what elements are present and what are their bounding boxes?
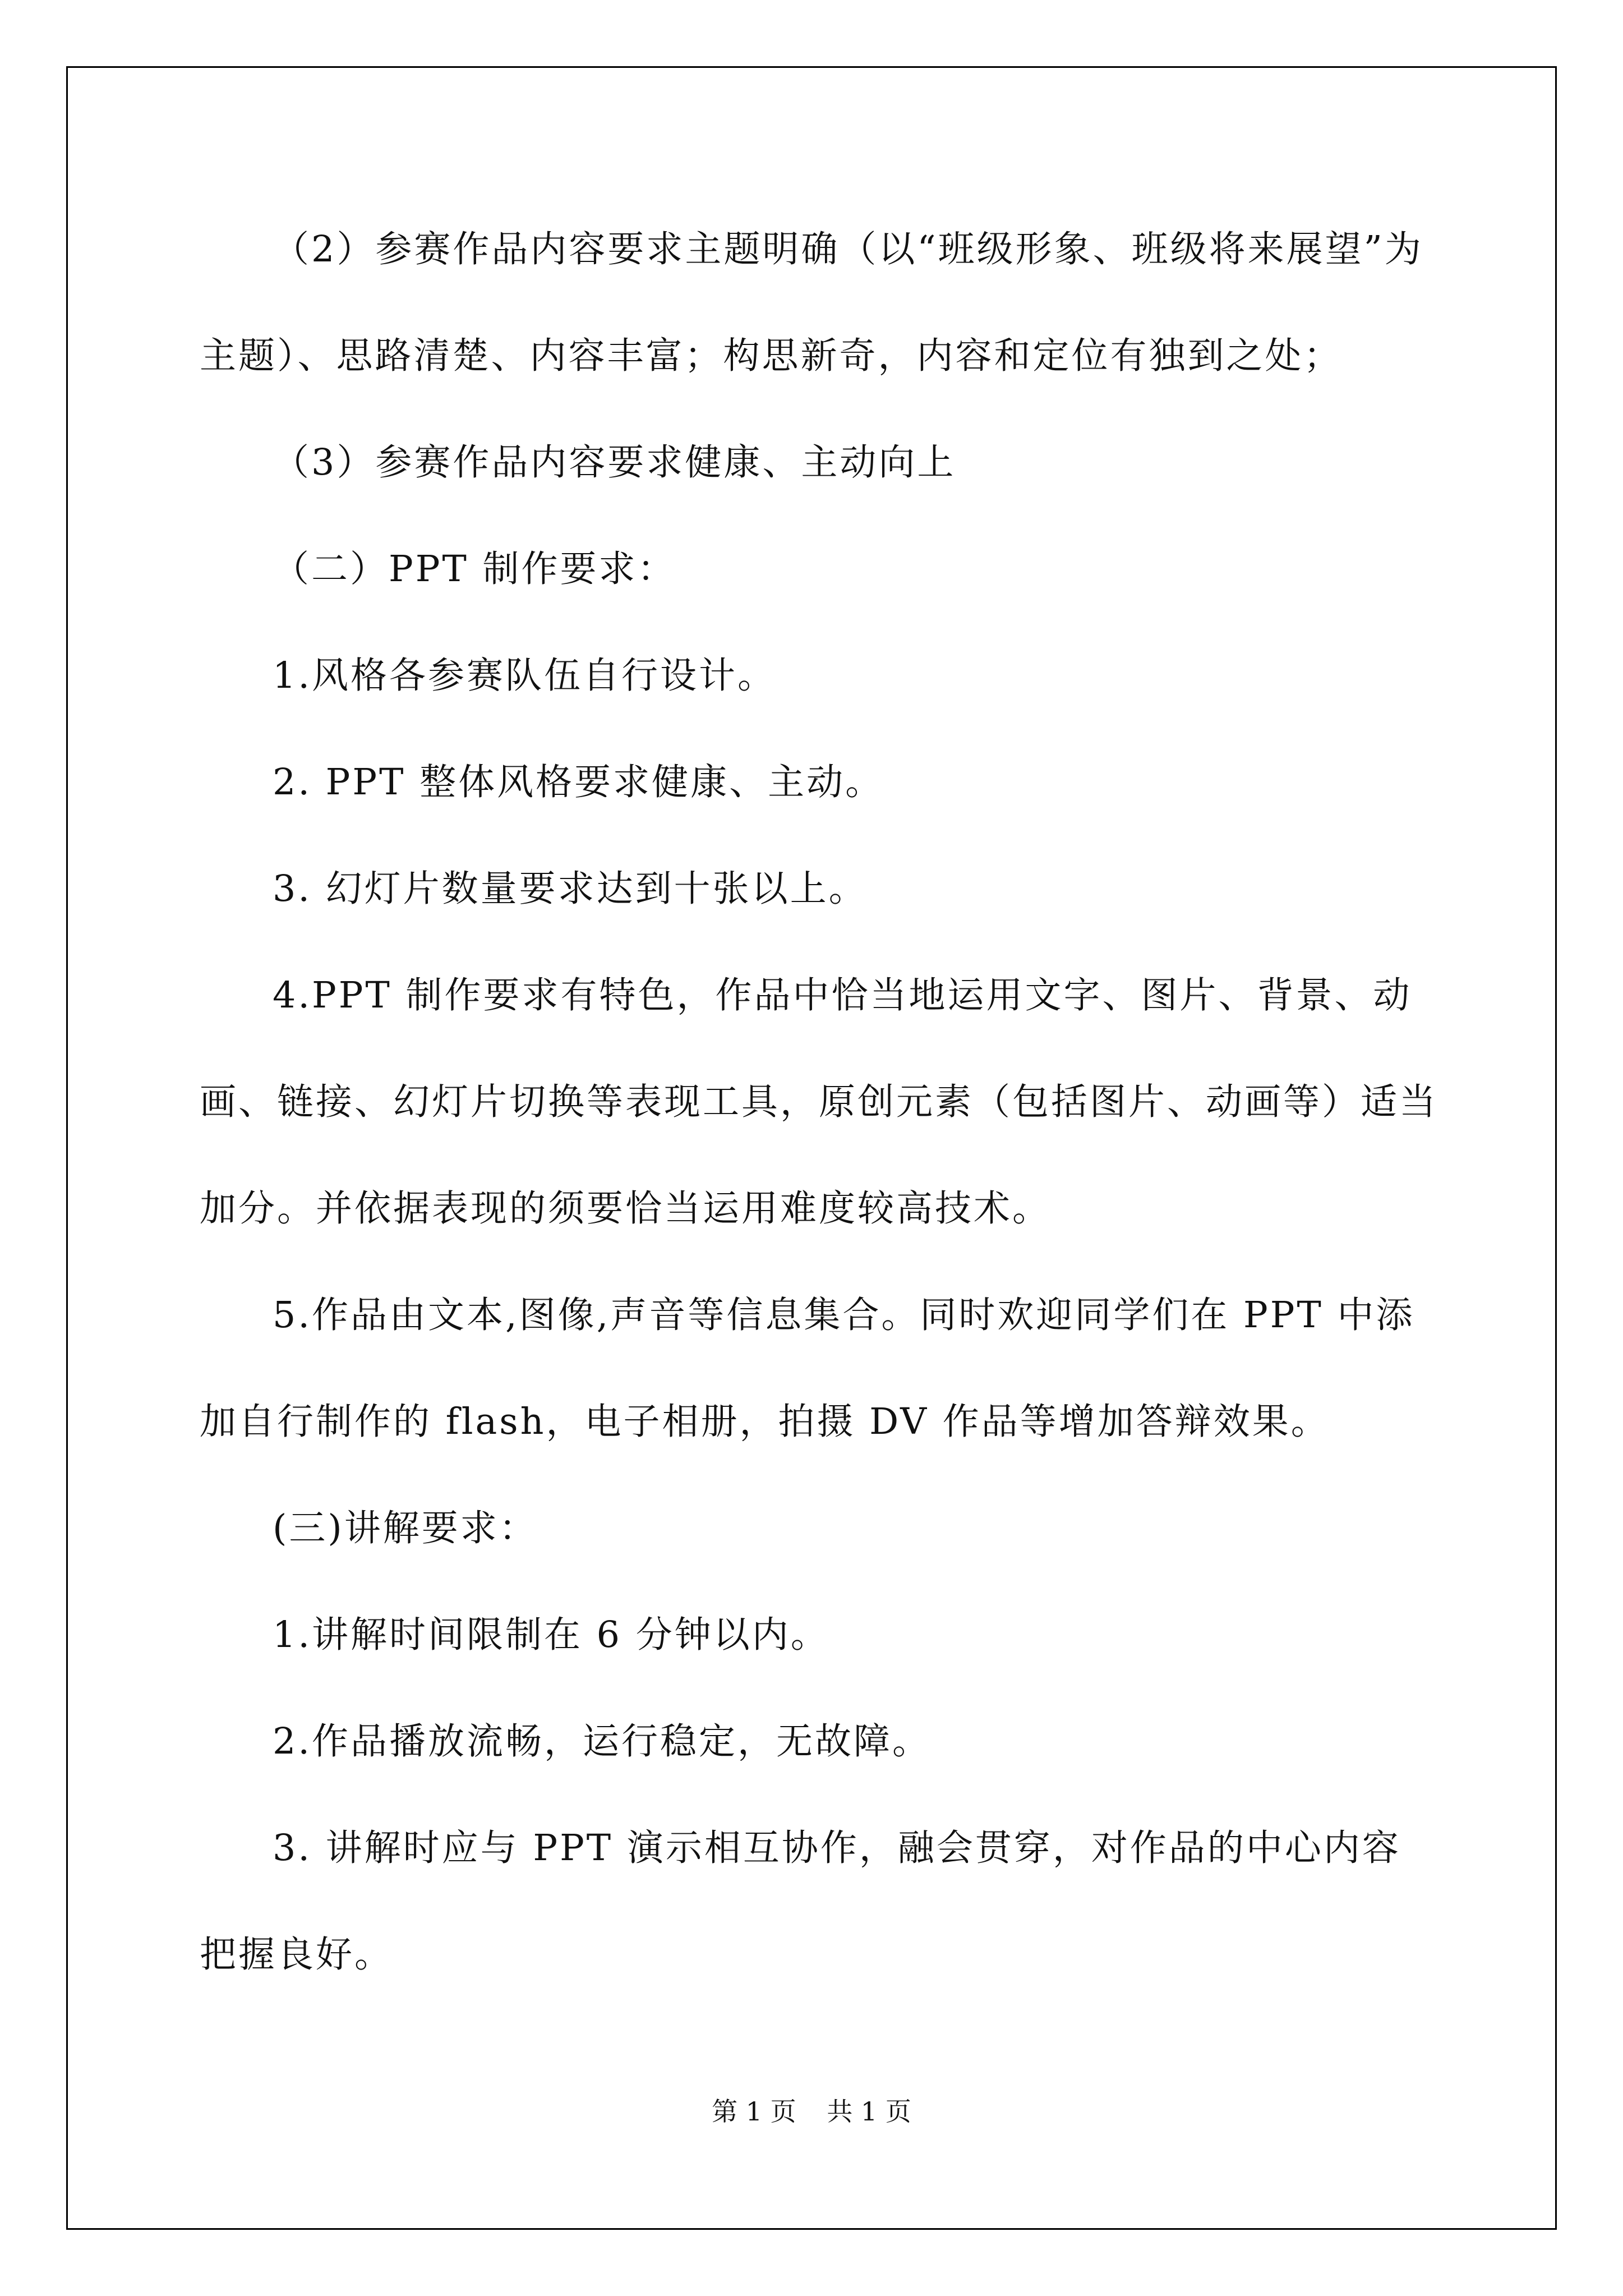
document-body [200,196,1439,2008]
page-number-current: 第 1 页 [712,2096,796,2127]
paragraph-ppt-4: 4.PPT 制作要求有特色，作品中恰当地运用文字、图片、背景、动画、链接、幻灯片切换等表现工具，原创元素（包括图片、动画等）适当加分。并依据表现的须要恰当运用难度较高技术。 [200,974,1438,1230]
paragraph-explain-3: 3. 讲解时应与 PPT 演示相互协作，融会贯穿，对作品的中心内容把握良好。 [200,1827,1401,1976]
paragraph-explain-2: 2.作品播放流畅，运行稳定，无故障。 [273,1720,932,1763]
paragraph-ppt-5: 5.作品由文本,图像,声音等信息集合。同时欢迎同学们在 PPT 中添加自行制作的 flash，电子相册，拍摄 DV 作品等增加答辩效果。 [200,1294,1415,1443]
paragraph-ppt-3: 3. 幻灯片数量要求达到十张以上。 [273,868,868,910]
paragraph-explain-1: 1.讲解时间限制在 6 分钟以内。 [273,1614,829,1656]
paragraph-requirement-3: （3）参赛作品内容要求健康、主动向上 [273,441,956,484]
paragraph-requirement-2: （2）参赛作品内容要求主题明确（以“班级形象、班级将来展望”为主题）、思路清楚、内容丰富；构思新奇，内容和定位有独到之处； [200,228,1423,377]
page-number-total: 共 1 页 [827,2096,911,2127]
page-footer [0,2091,1623,2128]
section-heading-ppt: （二）PPT 制作要求： [273,548,676,590]
paragraph-ppt-1: 1.风格各参赛队伍自行设计。 [273,655,777,697]
section-heading-explain: (三)讲解要求： [273,1507,538,1549]
paragraph-ppt-2: 2. PPT 整体风格要求健康、主动。 [273,761,884,803]
